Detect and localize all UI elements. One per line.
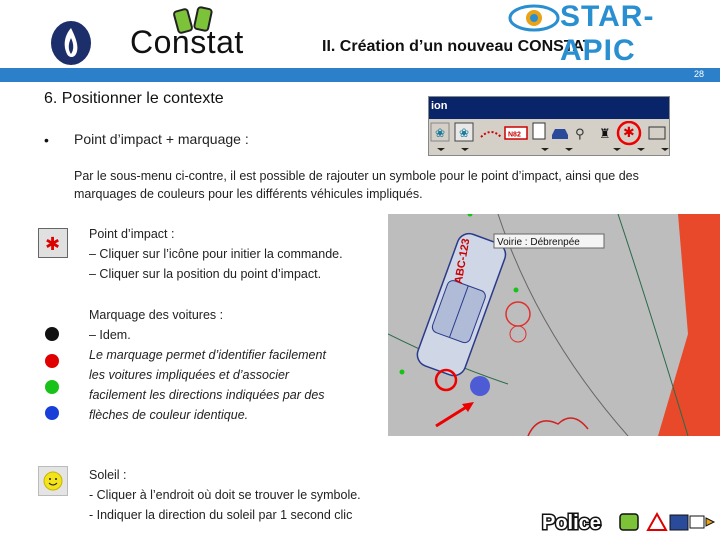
- impact-line: – Cliquer sur l’icône pour initier la commande.: [89, 247, 343, 261]
- constat-footer-icon: [620, 514, 638, 530]
- app-title: Constat: [130, 24, 244, 60]
- star-apic-title: STAR-APIC: [560, 0, 655, 67]
- impact-icon: [39, 229, 67, 257]
- police-footer-badge: [540, 506, 608, 536]
- arrow-footer-icon: [706, 518, 714, 526]
- marking-desc: Le marquage permet d’identifier facilement: [89, 348, 326, 362]
- toolbar-icons: [429, 121, 669, 151]
- context-toolbar: [428, 96, 670, 156]
- toolbar-badge-text: N82: [508, 131, 521, 139]
- mail-footer-icon: [690, 516, 704, 528]
- scene-label: Voirie : Débrenpée: [497, 237, 580, 248]
- car-tool-icon: [552, 129, 568, 139]
- police-footer-text: Police: [542, 512, 601, 534]
- camera-tool-icon: [649, 127, 665, 139]
- toolbar-title: ion: [431, 100, 448, 112]
- svg-text:❀: ❀: [459, 126, 470, 140]
- page-number: 28: [693, 69, 704, 79]
- police-logo: [50, 20, 92, 66]
- document-tool-icon: [533, 123, 545, 139]
- bike-tool-icon: ⚲: [575, 127, 585, 142]
- footer-icons: [618, 508, 718, 536]
- sun-legend-box: [38, 466, 68, 496]
- sun-title: Soleil :: [89, 468, 127, 482]
- sun-line: - Indiquer la direction du soleil par 1 second clic: [89, 508, 353, 522]
- impact-line: – Cliquer sur la position du point d’impact.: [89, 267, 322, 281]
- blue-marker-dot: [45, 406, 59, 420]
- red-marker-dot: [45, 354, 59, 368]
- black-marker-dot: [45, 327, 59, 341]
- marking-line: – Idem.: [89, 328, 131, 342]
- svg-text:❀: ❀: [435, 126, 446, 140]
- calendar-footer-icon: [670, 515, 688, 530]
- person-tool-icon: ♜: [599, 127, 611, 142]
- marking-desc: flèches de couleur identique.: [89, 408, 249, 422]
- arc-tool-icon: [481, 132, 501, 137]
- svg-text:✱: ✱: [45, 234, 61, 255]
- scene-screenshot: [388, 214, 720, 436]
- sun-instructions: [89, 465, 361, 525]
- accident-scene: [388, 214, 720, 436]
- marking-instructions: [89, 305, 326, 425]
- warning-footer-icon: [648, 514, 666, 530]
- sun-icon: [39, 467, 67, 495]
- impact-tool-icon: ✱: [623, 125, 635, 141]
- green-marker-dot: [45, 380, 59, 394]
- marking-desc: les voitures impliquées et d’associer: [89, 368, 290, 382]
- car-label: ABC-123: [452, 237, 473, 285]
- section-title: II. Création d’un nouveau CONSTAT: [322, 38, 593, 55]
- impact-title: Point d’impact :: [89, 227, 175, 241]
- blue-marker-blob: [470, 376, 490, 396]
- bullet-text: Point d’impact + marquage :: [74, 131, 249, 147]
- marking-title: Marquage des voitures :: [89, 308, 224, 322]
- sun-line: - Cliquer à l’endroit où doit se trouver le symbole.: [89, 488, 361, 502]
- page-heading: 6. Positionner le contexte: [44, 90, 224, 107]
- impact-instructions: [89, 224, 343, 284]
- bullet-marker: •: [44, 132, 49, 148]
- intro-paragraph: Par le sous-menu ci-contre, il est possible de rajouter un symbole pour le point d’impact, ainsi que des marquages de couleurs pour les différents véhicules impliqués.: [74, 169, 639, 201]
- header-bar: [0, 68, 720, 82]
- marking-desc: facilement les directions indiquées par des: [89, 388, 325, 402]
- toolbar-title-bar: [429, 97, 669, 119]
- impact-legend-box: [38, 228, 68, 258]
